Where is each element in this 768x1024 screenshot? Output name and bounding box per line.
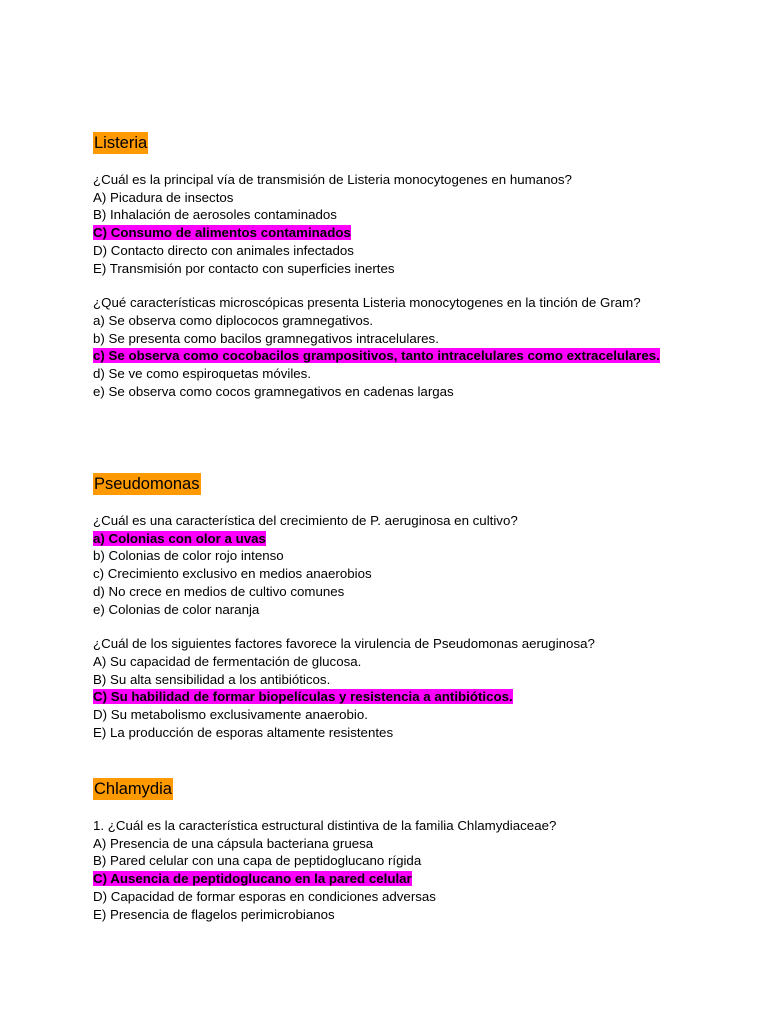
question-block (93, 817, 673, 923)
section-heading: Listeria (94, 134, 148, 152)
answer-option: b) Colonias de color rojo intenso (93, 548, 284, 564)
answer-option: E) Transmisión por contacto con superficies inertes (93, 260, 395, 276)
answer-option: A) Picadura de insectos (93, 189, 234, 205)
correct-answer-option: C) Su habilidad de formar biopelículas y resistencia a antibióticos. (93, 689, 513, 705)
answer-option: d) No crece en medios de cultivo comunes (93, 583, 345, 599)
correct-answer-option: C) Consumo de alimentos contaminados (93, 225, 351, 241)
answer-option: B) Pared celular con una capa de peptidoglucano rígida (93, 853, 422, 869)
answer-option: E) La producción de esporas altamente resistentes (93, 724, 394, 740)
question-text: ¿Cuál de los siguientes factores favorece la virulencia de Pseudomonas aeruginosa? (93, 636, 595, 652)
answer-option: E) Presencia de flagelos perimicrobianos (93, 906, 335, 922)
section-heading: Pseudomonas (94, 475, 200, 493)
question-text: ¿Cuál es una característica del crecimiento de P. aeruginosa en cultivo? (93, 513, 518, 528)
correct-answer-option: a) Colonias con olor a uvas (93, 530, 266, 546)
section-pseudomonas (93, 473, 673, 758)
question-text: 1. ¿Cuál es la característica estructural distintiva de la familia Chlamydiaceae? (93, 818, 557, 833)
section-heading: Chlamydia (94, 780, 172, 798)
question-block (93, 294, 673, 400)
answer-option: D) Capacidad de formar esporas en condiciones adversas (93, 888, 436, 904)
question-list (93, 512, 673, 741)
section-chlamydia (93, 778, 673, 940)
correct-answer-option: c) Se observa como cocobacilos grampositivos, tanto intracelulares como extracelulares. (93, 348, 660, 364)
answer-option: A) Su capacidad de fermentación de glucosa. (93, 653, 362, 669)
answer-option: B) Inhalación de aerosoles contaminados (93, 207, 337, 223)
answer-option: d) Se ve como espiroquetas móviles. (93, 366, 312, 382)
answer-option: c) Crecimiento exclusivo en medios anaerobios (93, 566, 372, 582)
question-text: ¿Qué características microscópicas presenta Listeria monocytogenes en la tinción de Gram? (93, 295, 641, 311)
question-list (93, 817, 673, 923)
answer-option: e) Se observa como cocos gramnegativos en cadenas largas (93, 383, 454, 399)
question-block (93, 512, 673, 618)
answer-option: A) Presencia de una cápsula bacteriana gruesa (93, 835, 374, 851)
answer-option: B) Su alta sensibilidad a los antibióticos. (93, 671, 331, 687)
correct-answer-option: C) Ausencia de peptidoglucano en la pared celular (93, 871, 412, 887)
answer-option: b) Se presenta como bacilos gramnegativos intracelulares. (93, 330, 439, 346)
answer-option: e) Colonias de color naranja (93, 601, 260, 617)
answer-option: D) Contacto directo con animales infectados (93, 242, 354, 258)
answer-option: D) Su metabolismo exclusivamente anaerobio. (93, 707, 368, 723)
question-block (93, 171, 673, 277)
question-block (93, 635, 673, 741)
answer-option: a) Se observa como diplococos gramnegativos. (93, 312, 374, 328)
question-text: ¿Cuál es la principal vía de transmisión de Listeria monocytogenes en humanos? (93, 172, 572, 187)
question-list (93, 171, 673, 400)
section-listeria (93, 132, 673, 417)
